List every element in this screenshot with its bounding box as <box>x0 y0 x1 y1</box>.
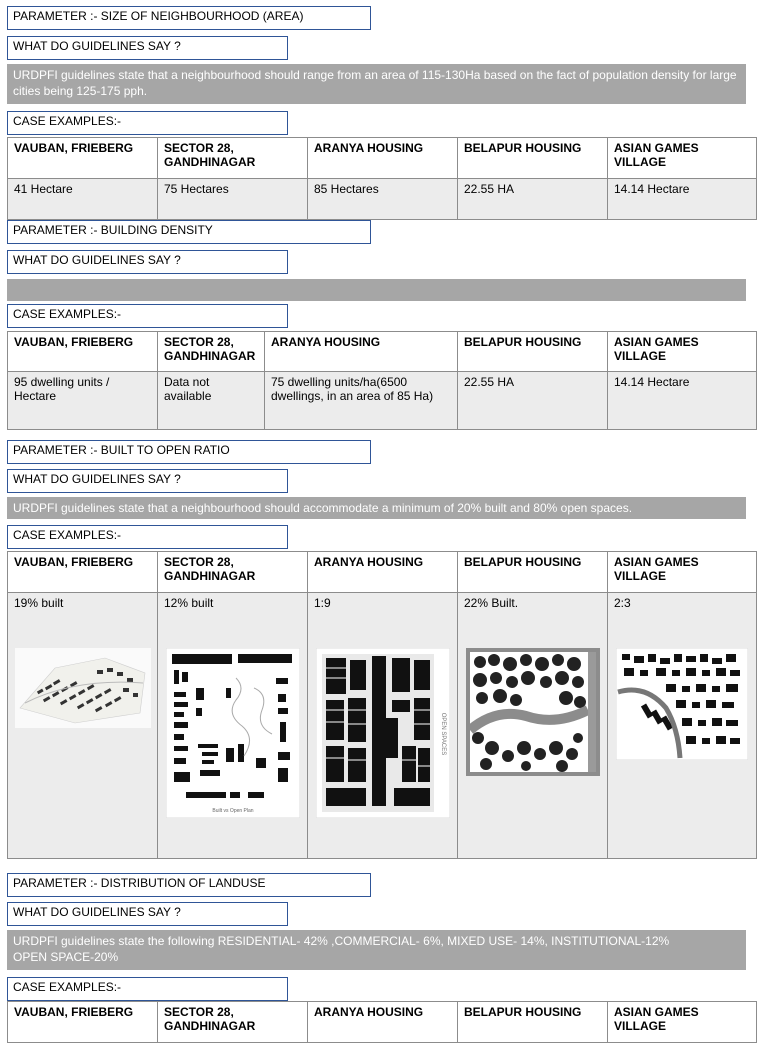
header-belapur: BELAPUR HOUSING <box>458 138 608 179</box>
guidelines-text: URDPFI guidelines state that a neighbourhood should accommodate a minimum of 20% built and 80% open spaces. <box>7 497 746 519</box>
header-aranya: ARANYA HOUSING <box>265 332 458 372</box>
aranya-site-plan-image <box>316 648 450 818</box>
value-sector28: 75 Hectares <box>158 179 308 220</box>
parameter-heading-area: PARAMETER :- SIZE OF NEIGHBOURHOOD (AREA) <box>7 6 371 30</box>
parameter-heading-density: PARAMETER :- BUILDING DENSITY <box>7 220 371 244</box>
guidelines-question: WHAT DO GUIDELINES SAY ? <box>7 250 288 274</box>
guidelines-text <box>7 279 746 301</box>
header-aranya: ARANYA HOUSING <box>308 552 458 593</box>
vauban-site-plan-image <box>15 648 151 728</box>
case-table-area <box>7 137 757 220</box>
header-vauban: VAUBAN, FRIEBERG <box>8 1002 158 1043</box>
header-vauban: VAUBAN, FRIEBERG <box>8 552 158 593</box>
guidelines-text: URDPFI guidelines state that a neighbourhood should range from an area of 115-130Ha based on the fact of population density for large cities being 125-175 pph. <box>7 64 746 104</box>
value-sector28: Data not available <box>158 372 265 430</box>
case-table-density <box>7 331 757 430</box>
guidelines-question: WHAT DO GUIDELINES SAY ? <box>7 469 288 493</box>
case-table-built-open <box>7 551 757 859</box>
header-belapur: BELAPUR HOUSING <box>458 1002 608 1043</box>
belapur-site-plan-image <box>466 648 600 776</box>
image-caption: Built vs Open Plan <box>211 808 254 814</box>
case-examples-label: CASE EXAMPLES:- <box>7 111 288 135</box>
header-asian-games: ASIAN GAMES VILLAGE <box>608 1002 757 1043</box>
value-asian-games: 14.14 Hectare <box>608 372 757 430</box>
header-asian-games: ASIAN GAMES VILLAGE <box>608 552 757 593</box>
case-examples-label: CASE EXAMPLES:- <box>7 304 288 328</box>
value-vauban: 41 Hectare <box>8 179 158 220</box>
guidelines-text <box>7 930 746 970</box>
value-asian-games: 14.14 Hectare <box>608 179 757 220</box>
header-sector28: SECTOR 28, GANDHINAGAR <box>158 1002 308 1043</box>
value-belapur: 22.55 HA <box>458 372 608 430</box>
header-sector28: SECTOR 28, GANDHINAGAR <box>158 552 308 593</box>
value-sector28: 12% built <box>164 596 214 610</box>
value-belapur: 22% Built. <box>464 596 519 610</box>
value-aranya: 1:9 <box>314 596 331 610</box>
case-table-landuse <box>7 1001 757 1043</box>
value-aranya: 85 Hectares <box>308 179 458 220</box>
open-spaces-label: OPEN SPACES <box>439 712 446 756</box>
header-sector28: SECTOR 28, GANDHINAGAR <box>158 332 265 372</box>
header-aranya: ARANYA HOUSING <box>308 138 458 179</box>
header-belapur: BELAPUR HOUSING <box>458 552 608 593</box>
sector28-built-open-plan-image <box>166 648 300 818</box>
header-asian-games: ASIAN GAMES VILLAGE <box>608 332 757 372</box>
guidelines-question: WHAT DO GUIDELINES SAY ? <box>7 902 288 926</box>
value-aranya: 75 dwelling units/ha(6500 dwellings, in an area of 85 Ha) <box>265 372 458 430</box>
header-sector28: SECTOR 28, GANDHINAGAR <box>158 138 308 179</box>
header-vauban: VAUBAN, FRIEBERG <box>8 332 158 372</box>
case-examples-label: CASE EXAMPLES:- <box>7 977 288 1001</box>
case-examples-label: CASE EXAMPLES:- <box>7 525 288 549</box>
value-vauban: 19% built <box>14 596 64 610</box>
guidelines-text-line-1: URDPFI guidelines state the following RESIDENTIAL- 42% ,COMMERCIAL- 6%, MIXED USE- 14%, INSTITUTIONAL-12% <box>13 934 670 948</box>
header-asian-games: ASIAN GAMES VILLAGE <box>608 138 757 179</box>
header-aranya: ARANYA HOUSING <box>308 1002 458 1043</box>
parameter-heading-landuse: PARAMETER :- DISTRIBUTION OF LANDUSE <box>7 873 371 897</box>
header-vauban: VAUBAN, FRIEBERG <box>8 138 158 179</box>
value-belapur: 22.55 HA <box>458 179 608 220</box>
guidelines-text-line-2: OPEN SPACE-20% <box>13 950 119 964</box>
guidelines-question: WHAT DO GUIDELINES SAY ? <box>7 36 288 60</box>
parameter-heading-built-open: PARAMETER :- BUILT TO OPEN RATIO <box>7 440 371 464</box>
asian-games-site-plan-image <box>616 648 748 760</box>
value-vauban: 95 dwelling units / Hectare <box>8 372 158 430</box>
value-asian-games: 2:3 <box>614 596 631 610</box>
header-belapur: BELAPUR HOUSING <box>458 332 608 372</box>
